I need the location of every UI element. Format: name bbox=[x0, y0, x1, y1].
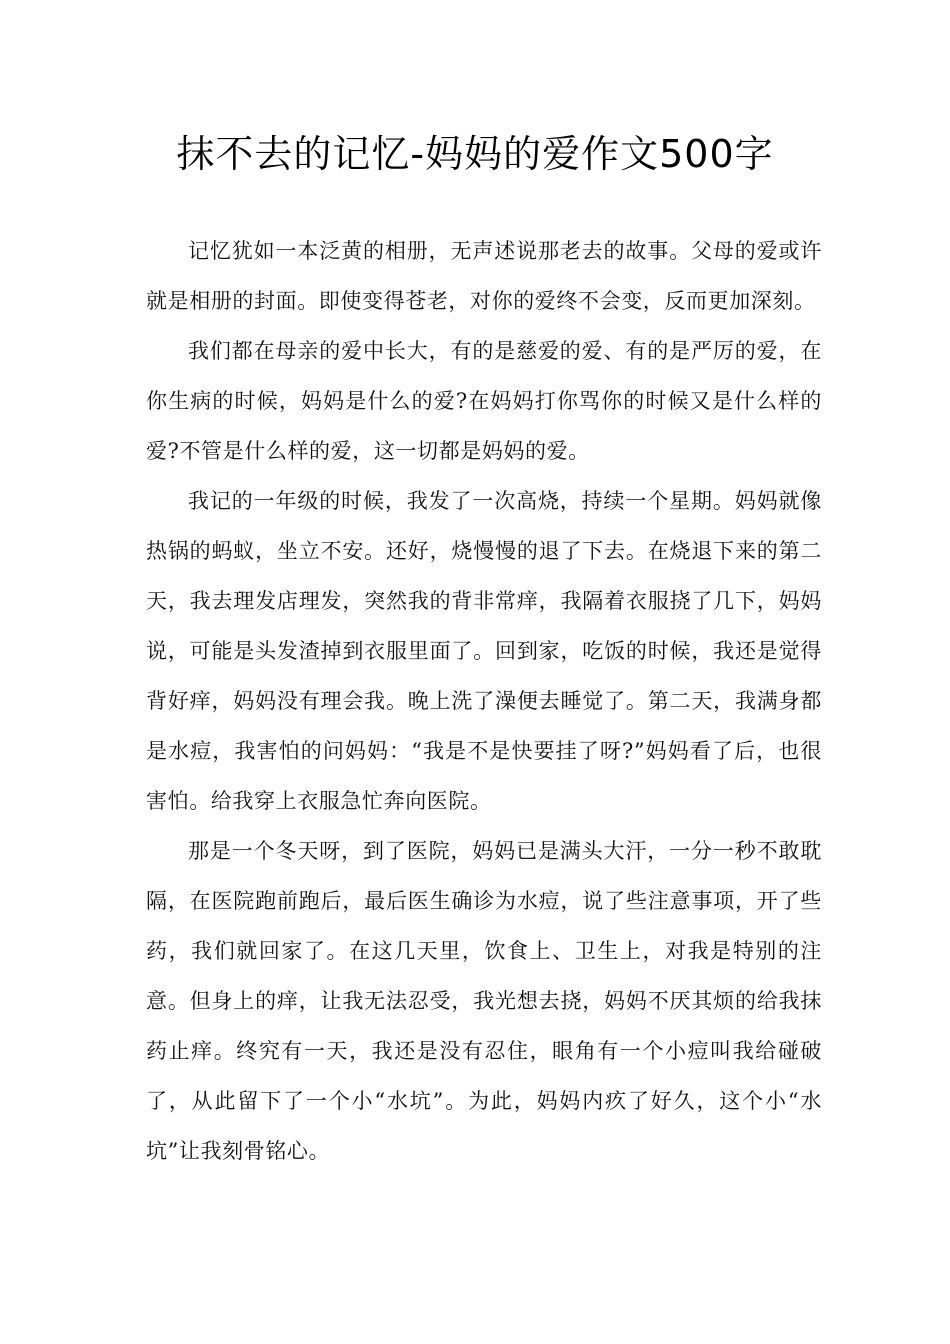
paragraph-4: 那是一个冬天呀，到了医院，妈妈已是满头大汗，一分一秒不敢耽隔，在医院跑前跑后，最后医生确诊为水痘，说了些注意事项，开了些药，我们就回家了。在这几天里，饮食上、卫生上，对我是特别的注意。但身上的痒，让我无法忍受，我光想去挠，妈妈不厌其烦的给我抹药止痒。终究有一天，我还是没有忍住，眼角有一个小痘叫我给碰破了，从此留下了一个小“水坑”。为此，妈妈内疚了好久，这个小“水坑”让我刻骨铭心。 bbox=[146, 839, 822, 1163]
paragraph-2: 我们都在母亲的爱中长大，有的是慈爱的爱、有的是严厉的爱，在你生病的时候，妈妈是什么的爱?在妈妈打你骂你的时候又是什么样的爱?不管是什么样的爱，这一切都是妈妈的爱。 bbox=[146, 339, 822, 463]
paragraph-1: 记忆犹如一本泛黄的相册，无声述说那老去的故事。父母的爱或许就是相册的封面。即使变得苍老，对你的爱终不会变，反而更加深刻。 bbox=[146, 239, 822, 313]
paragraph-3: 我记的一年级的时候，我发了一次高烧，持续一个星期。妈妈就像热锅的蚂蚁，坐立不安。还好，烧慢慢的退了下去。在烧退下来的第二天，我去理发店理发，突然我的背非常痒，我隔着衣服挠了几下，妈妈说，可能是头发渣掉到衣服里面了。回到家，吃饭的时候，我还是觉得背好痒，妈妈没有理会我。晚上洗了澡便去睡觉了。第二天，我满身都是水痘，我害怕的问妈妈：“我是不是快要挂了呀?”妈妈看了后，也很害怕。给我穿上衣服急忙奔向医院。 bbox=[146, 489, 822, 813]
document-body bbox=[146, 226, 822, 1176]
document-title: 抹不去的记忆-妈妈的爱作文500字 bbox=[176, 132, 774, 176]
